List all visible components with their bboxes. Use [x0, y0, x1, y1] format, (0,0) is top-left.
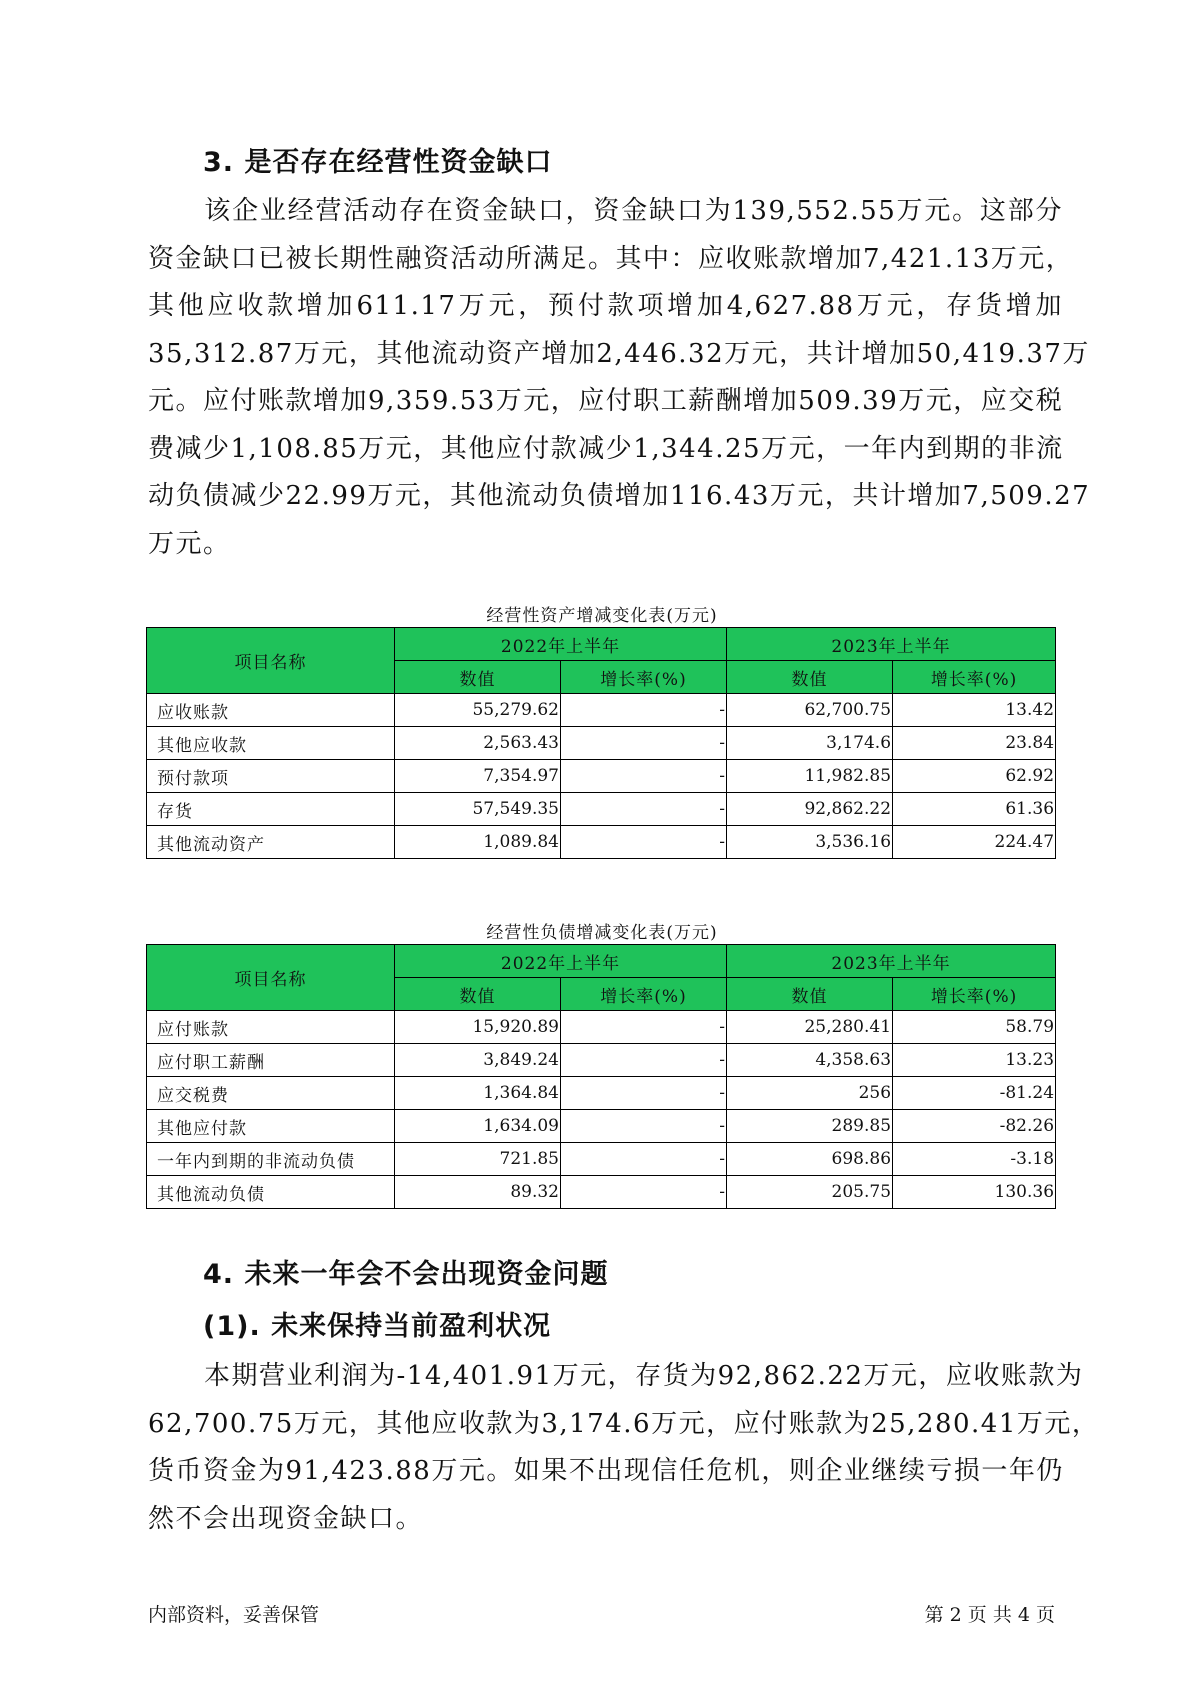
row-value-2022: 89.32 [395, 1176, 561, 1209]
table-row [147, 793, 1056, 826]
paragraph-line: 35,312.87万元，其他流动资产增加2,446.32万元，共计增加50,419.37万 [148, 338, 1090, 369]
row-value-2023: 25,280.41 [727, 1011, 893, 1044]
row-growth-2023: 224.47 [893, 826, 1056, 859]
paragraph-line: 其他应收款增加611.17万元，预付款项增加4,627.88万元，存货增加 [148, 291, 1063, 321]
row-value-2023: 11,982.85 [727, 760, 893, 793]
col-header-growth: 增长率(%) [893, 661, 1056, 694]
row-growth-2023: 62.92 [893, 760, 1056, 793]
row-value-2022: 1,634.09 [395, 1110, 561, 1143]
section-4-paragraph [148, 1353, 1100, 1543]
table-row [147, 1011, 1056, 1044]
assets-table-caption: 经营性资产增减变化表(万元) [486, 606, 718, 626]
footer-page-number: 第 2 页 共 4 页 [924, 1604, 1055, 1626]
row-value-2023: 4,358.63 [727, 1044, 893, 1077]
row-item-name: 其他应收款 [147, 727, 395, 760]
col-header-period-2023: 2023年上半年 [727, 628, 1056, 661]
table-row [147, 1143, 1056, 1176]
assets-table [146, 627, 1056, 859]
row-growth-2022: - [561, 1143, 727, 1176]
row-growth-2023: -82.26 [893, 1110, 1056, 1143]
row-value-2023: 3,174.6 [727, 727, 893, 760]
section-4-subheading: (1). 未来保持当前盈利状况 [203, 1311, 552, 1342]
row-growth-2022: - [561, 694, 727, 727]
row-value-2022: 7,354.97 [395, 760, 561, 793]
row-growth-2023: 13.23 [893, 1044, 1056, 1077]
row-value-2022: 721.85 [395, 1143, 561, 1176]
section-3-heading: 3. 是否存在经营性资金缺口 [203, 147, 553, 178]
row-growth-2022: - [561, 760, 727, 793]
row-value-2022: 1,089.84 [395, 826, 561, 859]
row-value-2022: 55,279.62 [395, 694, 561, 727]
row-growth-2022: - [561, 727, 727, 760]
paragraph-line: 元。应付账款增加9,359.53万元，应付职工薪酬增加509.39万元，应交税 [148, 386, 1064, 416]
table-row [147, 694, 1056, 727]
section-4-heading: 4. 未来一年会不会出现资金问题 [203, 1259, 609, 1290]
paragraph-line: 该企业经营活动存在资金缺口，资金缺口为139,552.55万元。这部分 [204, 196, 1063, 226]
row-item-name: 应交税费 [147, 1077, 395, 1110]
liabilities-table-caption: 经营性负债增减变化表(万元) [486, 923, 718, 943]
row-growth-2023: 13.42 [893, 694, 1056, 727]
row-value-2022: 57,549.35 [395, 793, 561, 826]
row-growth-2022: - [561, 1044, 727, 1077]
paragraph-line: 资金缺口已被长期性融资活动所满足。其中：应收账款增加7,421.13万元， [148, 243, 1074, 274]
table-row [147, 826, 1056, 859]
row-value-2023: 698.86 [727, 1143, 893, 1176]
row-growth-2023: -81.24 [893, 1077, 1056, 1110]
col-header-value: 数值 [395, 661, 561, 694]
row-item-name: 预付款项 [147, 760, 395, 793]
table-row [147, 1077, 1056, 1110]
row-growth-2022: - [561, 1176, 727, 1209]
row-value-2023: 289.85 [727, 1110, 893, 1143]
row-value-2023: 3,536.16 [727, 826, 893, 859]
row-value-2022: 15,920.89 [395, 1011, 561, 1044]
paragraph-line: 费减少1,108.85万元，其他应付款减少1,344.25万元，一年内到期的非流 [148, 433, 1064, 464]
row-growth-2022: - [561, 793, 727, 826]
col-header-growth: 增长率(%) [561, 978, 727, 1011]
row-item-name: 其他流动资产 [147, 826, 395, 859]
row-growth-2022: - [561, 826, 727, 859]
row-item-name: 其他流动负债 [147, 1176, 395, 1209]
col-header-value: 数值 [727, 978, 893, 1011]
row-value-2023: 205.75 [727, 1176, 893, 1209]
table-row [147, 1176, 1056, 1209]
row-item-name: 应付职工薪酬 [147, 1044, 395, 1077]
row-value-2023: 256 [727, 1077, 893, 1110]
row-item-name: 应付账款 [147, 1011, 395, 1044]
row-growth-2023: 130.36 [893, 1176, 1056, 1209]
paragraph-line: 万元。 [148, 528, 231, 559]
section-3-paragraph [148, 188, 1091, 568]
col-header-value: 数值 [395, 978, 561, 1011]
row-item-name: 其他应付款 [147, 1110, 395, 1143]
paragraph-line: 62,700.75万元，其他应收款为3,174.6万元，应付账款为25,280.41万元， [148, 1408, 1100, 1439]
col-header-value: 数值 [727, 661, 893, 694]
table-row [147, 760, 1056, 793]
table-row [147, 1110, 1056, 1143]
col-header-growth: 增长率(%) [893, 978, 1056, 1011]
row-value-2022: 1,364.84 [395, 1077, 561, 1110]
row-growth-2023: 61.36 [893, 793, 1056, 826]
col-header-name: 项目名称 [147, 628, 395, 694]
col-header-period-2023: 2023年上半年 [727, 945, 1056, 978]
row-growth-2023: 23.84 [893, 727, 1056, 760]
row-item-name: 存货 [147, 793, 395, 826]
table-row [147, 1044, 1056, 1077]
paragraph-line: 然不会出现资金缺口。 [148, 1503, 424, 1534]
paragraph-line: 本期营业利润为-14,401.91万元，存货为92,862.22万元，应收账款为 [204, 1361, 1084, 1391]
footer-confidential-note: 内部资料，妥善保管 [148, 1604, 320, 1626]
table-row [147, 727, 1056, 760]
col-header-growth: 增长率(%) [561, 661, 727, 694]
row-growth-2023: -3.18 [893, 1143, 1056, 1176]
row-growth-2022: - [561, 1011, 727, 1044]
col-header-period-2022: 2022年上半年 [395, 945, 727, 978]
row-item-name: 应收账款 [147, 694, 395, 727]
row-growth-2022: - [561, 1110, 727, 1143]
row-value-2022: 3,849.24 [395, 1044, 561, 1077]
row-growth-2022: - [561, 1077, 727, 1110]
paragraph-line: 动负债减少22.99万元，其他流动负债增加116.43万元，共计增加7,509.27 [148, 481, 1091, 511]
col-header-period-2022: 2022年上半年 [395, 628, 727, 661]
row-value-2023: 62,700.75 [727, 694, 893, 727]
liabilities-table [146, 944, 1056, 1209]
col-header-name: 项目名称 [147, 945, 395, 1011]
row-growth-2023: 58.79 [893, 1011, 1056, 1044]
row-item-name: 一年内到期的非流动负债 [147, 1143, 395, 1176]
row-value-2022: 2,563.43 [395, 727, 561, 760]
paragraph-line: 货币资金为91,423.88万元。如果不出现信任危机，则企业继续亏损一年仍 [148, 1456, 1064, 1486]
row-value-2023: 92,862.22 [727, 793, 893, 826]
